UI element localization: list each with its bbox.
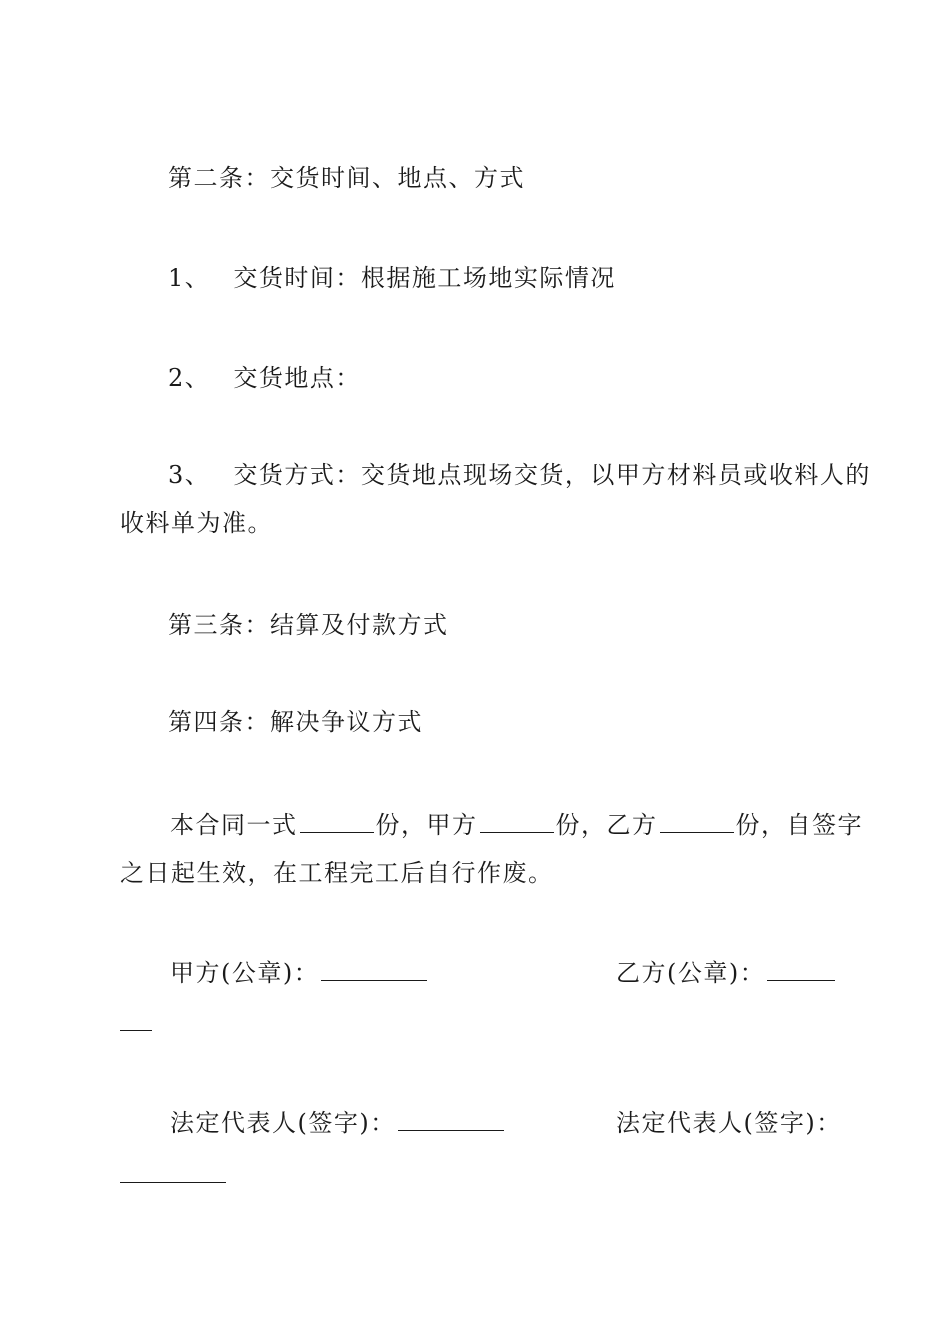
item-text: 交货时间：根据施工场地实际情况	[233, 264, 616, 292]
party-b-seal-line	[616, 958, 837, 988]
party-a-rep-label: 法定代表人(签字)：	[170, 1109, 396, 1137]
article-2-item-2	[168, 363, 361, 393]
party-a-copies-blank[interactable]	[480, 814, 554, 833]
item-text: 交货方式：交货地点现场交货，以甲方材料员或收料人的	[233, 461, 871, 489]
article-2-item-3-continuation: 收料单为准。	[120, 509, 273, 537]
article-2-item-3	[168, 460, 871, 490]
item-number: 2、	[168, 364, 211, 392]
copies-text-2: 份，甲方	[375, 811, 478, 839]
copies-clause-continuation: 之日起生效，在工程完工后自行作废。	[120, 859, 554, 887]
item-text: 交货地点：	[233, 364, 361, 392]
party-b-copies-blank[interactable]	[660, 814, 734, 833]
party-a-rep-blank[interactable]	[398, 1112, 504, 1131]
article-4-heading: 第四条：解决争议方式	[168, 708, 423, 736]
copies-clause	[170, 810, 863, 840]
item-number: 3、	[168, 461, 211, 489]
article-3-heading: 第三条：结算及付款方式	[168, 611, 449, 639]
party-b-rep-label: 法定代表人(签字)：	[616, 1109, 842, 1137]
party-b-seal-blank-continuation[interactable]	[120, 1030, 152, 1031]
party-b-rep-line	[616, 1108, 842, 1138]
copies-text-4: 份，自签字	[735, 811, 863, 839]
copies-text-1: 本合同一式	[170, 811, 298, 839]
party-a-rep-line	[170, 1108, 506, 1138]
item-number: 1、	[168, 264, 211, 292]
party-a-seal-line	[170, 958, 429, 988]
party-a-seal-label: 甲方(公章)：	[170, 959, 320, 987]
article-2-item-1	[168, 263, 616, 293]
total-copies-blank[interactable]	[300, 814, 374, 833]
party-a-seal-blank[interactable]	[321, 962, 427, 981]
article-2-heading: 第二条：交货时间、地点、方式	[168, 164, 525, 192]
party-b-seal-label: 乙方(公章)：	[616, 959, 766, 987]
party-b-seal-blank[interactable]	[767, 962, 835, 981]
party-b-rep-blank[interactable]	[120, 1182, 226, 1183]
copies-text-3: 份，乙方	[555, 811, 658, 839]
